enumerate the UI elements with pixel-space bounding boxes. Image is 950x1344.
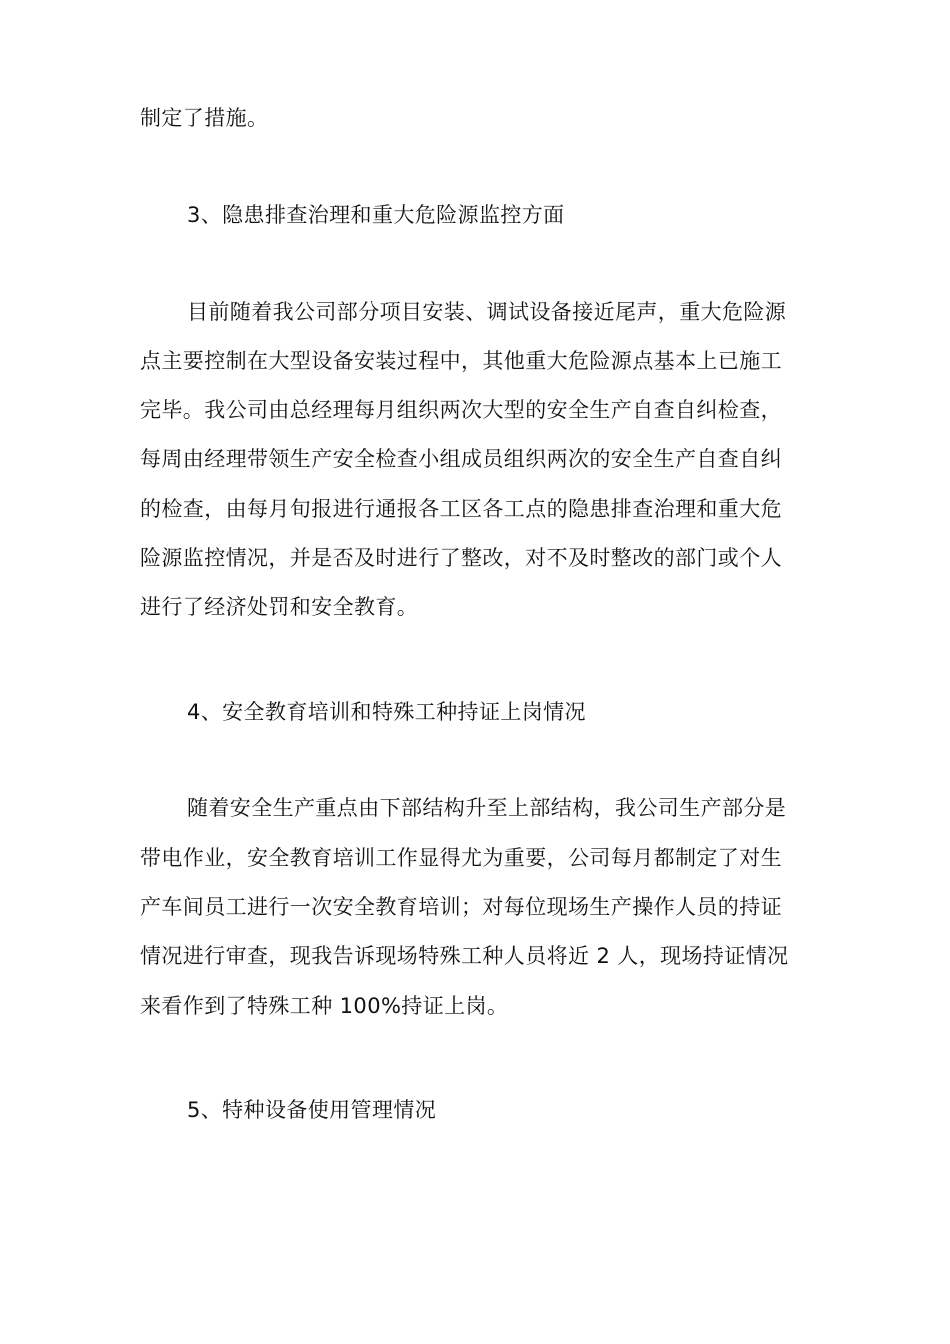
paragraph-line: 完毕。我公司由总经理每月组织两次大型的安全生产自查自纠检查， (140, 398, 782, 422)
paragraph-line: 目前随着我公司部分项目安装、调试设备接近尾声，重大危险源 (187, 300, 787, 324)
continuation-text-line: 制定了措施。 (140, 106, 269, 130)
paragraph-line: 随着安全生产重点由下部结构升至上部结构，我公司生产部分是 (187, 796, 787, 820)
paragraph-line: 情况进行审查，现我告诉现场特殊工种人员将近 2 人，现场持证情况 (140, 944, 789, 968)
paragraph-line: 的检查，由每月旬报进行通报各工区各工点的隐患排查治理和重大危 (140, 497, 782, 521)
paragraph-line: 每周由经理带领生产安全检查小组成员组织两次的安全生产自查自纠 (140, 447, 782, 471)
paragraph-line: 带电作业，安全教育培训工作显得尤为重要，公司每月都制定了对生 (140, 846, 782, 870)
paragraph-line: 点主要控制在大型设备安装过程中，其他重大危险源点基本上已施工 (140, 349, 782, 373)
section-heading-4: 4、安全教育培训和特殊工种持证上岗情况 (187, 700, 586, 724)
section-heading-5: 5、特种设备使用管理情况 (187, 1098, 437, 1122)
paragraph-line: 险源监控情况，并是否及时进行了整改，对不及时整改的部门或个人 (140, 546, 782, 570)
paragraph-line: 产车间员工进行一次安全教育培训；对每位现场生产操作人员的持证 (140, 895, 782, 919)
paragraph-line: 来看作到了特殊工种 100%持证上岗。 (140, 994, 509, 1018)
paragraph-line: 进行了经济处罚和安全教育。 (140, 595, 419, 619)
section-heading-3: 3、隐患排查治理和重大危险源监控方面 (187, 203, 565, 227)
